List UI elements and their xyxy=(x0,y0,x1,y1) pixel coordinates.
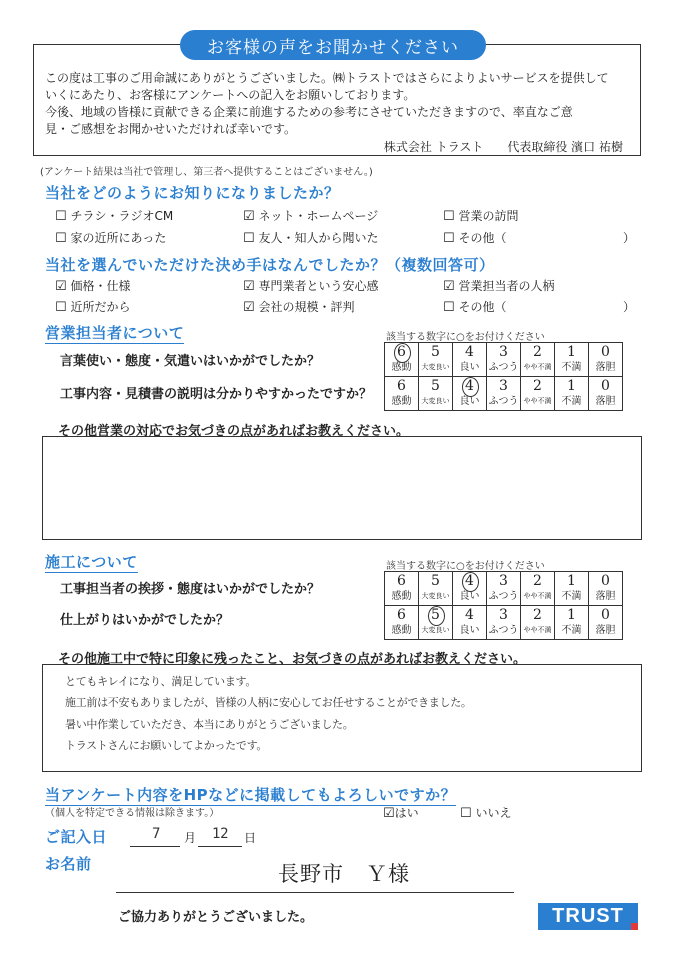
rating-number: 5 xyxy=(431,573,440,589)
rating-row xyxy=(385,343,623,377)
rating-label: ふつう xyxy=(488,396,519,407)
rating-label: やや不満 xyxy=(523,363,552,371)
rating-number: 5 xyxy=(431,378,440,394)
rating-cell[interactable] xyxy=(385,572,419,606)
q2-option[interactable]: ☑ 営業担当者の人柄 xyxy=(443,279,555,294)
q-explain: 工事内容・見積書の説明は分かりやすかったですか？ xyxy=(60,387,373,402)
rating-number: 5 xyxy=(431,607,440,623)
checkbox-icon: ☐ xyxy=(460,806,472,821)
q2-option[interactable]: ☑ 専門業者という安心感 xyxy=(243,279,379,294)
scale-instruction: 該当する数字に○をお付けください xyxy=(386,332,545,343)
rating-number: 4 xyxy=(465,607,474,623)
intro-line: 今後、地域の皆様に貢献できる企業に前進するための参考にさせていただきますので、率直なご意 xyxy=(45,105,573,119)
rating-cell[interactable] xyxy=(419,377,453,411)
selected-circle-mark xyxy=(428,606,445,626)
trust-logo: TRUST xyxy=(538,903,638,930)
rating-number: 6 xyxy=(397,573,406,589)
rating-label: 不満 xyxy=(561,591,582,602)
rating-number: 3 xyxy=(499,378,508,394)
signer: 株式会社 トラスト 代表取締役 濱口 祐樹 xyxy=(383,140,623,154)
rating-row xyxy=(385,606,623,640)
rating-cell[interactable] xyxy=(419,343,453,377)
month-value[interactable]: 7 xyxy=(152,826,161,842)
rating-number: 4 xyxy=(465,573,474,589)
rating-label: 大変良い xyxy=(421,626,450,634)
checkbox-icon: ☐ xyxy=(443,300,455,315)
day-underline xyxy=(198,846,242,847)
month-unit: 月 xyxy=(184,831,197,845)
checkbox-icon: ☐ xyxy=(55,231,67,246)
rating-cell[interactable] xyxy=(521,606,555,640)
construction-title: 施工について xyxy=(45,553,138,571)
rating-number: 0 xyxy=(601,607,610,623)
publish-question: 当アンケート内容をHPなどに掲載してもよろしいですか？ xyxy=(45,786,457,804)
comment-line: とてもキレイになり、満足しています。 xyxy=(65,675,257,688)
rating-number: 1 xyxy=(567,573,576,589)
publish-note: （個人を特定できる情報は除きます。） xyxy=(45,808,220,819)
q-greeting: 工事担当者の挨拶・態度はいかがでしたか？ xyxy=(60,582,321,597)
rating-number: 2 xyxy=(533,607,542,623)
rating-cell[interactable] xyxy=(555,377,589,411)
rating-number: 0 xyxy=(601,378,610,394)
sales-comment-box[interactable] xyxy=(42,436,642,540)
rating-label: 落胆 xyxy=(595,591,616,602)
sales-rating-table xyxy=(384,342,623,411)
rating-label: 感動 xyxy=(391,625,412,636)
checkbox-icon: ☐ xyxy=(443,209,455,224)
checkbox-checked-icon: ☑ xyxy=(443,279,455,294)
rating-label: 感動 xyxy=(391,396,412,407)
rating-cell[interactable] xyxy=(419,606,453,640)
rating-cell[interactable] xyxy=(419,572,453,606)
checkbox-checked-icon: ☑ xyxy=(243,279,255,294)
publish-no-option[interactable]: ☐ いいえ xyxy=(460,806,512,821)
rating-label: 良い xyxy=(459,591,480,602)
rating-label: 落胆 xyxy=(595,396,616,407)
comment-line: 暑い中作業していただき、本当にありがとうございました。 xyxy=(65,718,354,731)
checkbox-icon: ☐ xyxy=(55,300,67,315)
q2-close-paren: ） xyxy=(623,300,636,314)
comment-line: トラストさんにお願いしてよかったです。 xyxy=(65,739,268,752)
rating-label: やや不満 xyxy=(523,592,552,600)
rating-cell[interactable] xyxy=(589,343,623,377)
rating-number: 2 xyxy=(533,573,542,589)
rating-cell[interactable] xyxy=(487,343,521,377)
privacy-note: (アンケート結果は当社で管理し、第三者へ提供することはございません。) xyxy=(40,167,373,178)
selected-circle-mark xyxy=(462,377,479,397)
rating-cell[interactable] xyxy=(589,572,623,606)
rating-cell[interactable] xyxy=(487,572,521,606)
rating-label: ふつう xyxy=(488,625,519,636)
checkbox-icon: ☐ xyxy=(243,231,255,246)
rating-cell[interactable] xyxy=(521,572,555,606)
rating-number: 6 xyxy=(397,344,406,360)
rating-label: 良い xyxy=(459,396,480,407)
rating-label: 大変良い xyxy=(421,363,450,371)
date-label: ご記入日 xyxy=(45,828,108,846)
rating-label: 落胆 xyxy=(595,362,616,373)
scale-instruction: 該当する数字に○をお付けください xyxy=(386,561,545,572)
rating-label: ふつう xyxy=(488,362,519,373)
rating-label: 良い xyxy=(459,362,480,373)
rating-cell[interactable] xyxy=(521,343,555,377)
page-title: お客様の声をお聞かせください xyxy=(180,30,486,60)
rating-cell[interactable] xyxy=(555,572,589,606)
selected-circle-mark xyxy=(462,572,479,592)
rating-label: 大変良い xyxy=(421,592,450,600)
rating-label: 大変良い xyxy=(421,397,450,405)
checkbox-icon: ☐ xyxy=(55,209,67,224)
name-label: お名前 xyxy=(45,855,92,873)
rating-row xyxy=(385,377,623,411)
checkbox-checked-icon: ☑ xyxy=(243,209,255,224)
checkbox-checked-icon: ☑ xyxy=(383,806,395,821)
rating-number: 3 xyxy=(499,344,508,360)
rating-number: 6 xyxy=(397,378,406,394)
rating-label: 不満 xyxy=(561,625,582,636)
name-underline xyxy=(116,892,514,893)
rating-cell[interactable] xyxy=(385,606,419,640)
intro-line: この度は工事のご用命誠にありがとうございました。㈱トラストではさらによりよいサービスを提供して xyxy=(45,71,609,85)
checkbox-checked-icon: ☑ xyxy=(55,279,67,294)
month-underline xyxy=(130,846,180,847)
rating-cell[interactable] xyxy=(385,343,419,377)
rating-label: やや不満 xyxy=(523,397,552,405)
q1-close-paren: ） xyxy=(623,231,636,245)
rating-cell[interactable] xyxy=(453,343,487,377)
construction-comment-prompt: その他施工中で特に印象に残ったこと、お気づきの点があればお教えください。 xyxy=(58,652,527,667)
rating-cell[interactable] xyxy=(589,377,623,411)
rating-cell[interactable] xyxy=(521,377,555,411)
rating-label: ふつう xyxy=(488,591,519,602)
intro-line: 見・ご感想をお聞かせいただければ幸いです。 xyxy=(45,122,297,136)
thanks-text: ご協力ありがとうございました。 xyxy=(118,910,314,925)
logo-accent xyxy=(631,923,638,930)
rating-row xyxy=(385,572,623,606)
rating-label: 落胆 xyxy=(595,625,616,636)
rating-cell[interactable] xyxy=(453,606,487,640)
q1-option[interactable]: ☐ その他（ xyxy=(443,231,507,246)
q1-option[interactable]: ☑ ネット・ホームページ xyxy=(243,209,379,224)
rating-cell[interactable] xyxy=(589,606,623,640)
rating-cell[interactable] xyxy=(487,606,521,640)
rating-number: 4 xyxy=(465,378,474,394)
rating-cell[interactable] xyxy=(487,377,521,411)
checkbox-checked-icon: ☑ xyxy=(243,300,255,315)
rating-label: 不満 xyxy=(561,396,582,407)
q2-title: 当社を選んでいただけた決め手はなんでしたか？（複数回答可） xyxy=(45,256,495,274)
rating-number: 3 xyxy=(499,607,508,623)
rating-label: 感動 xyxy=(391,591,412,602)
rating-number: 2 xyxy=(533,378,542,394)
q1-option[interactable]: ☐ 営業の訪問 xyxy=(443,209,519,224)
rating-cell[interactable] xyxy=(555,606,589,640)
day-unit: 日 xyxy=(244,831,257,845)
q2-option[interactable]: ☐ 近所だから xyxy=(55,300,131,315)
rating-cell[interactable] xyxy=(555,343,589,377)
selected-circle-mark xyxy=(394,343,411,363)
comment-line: 施工前は不安もありましたが、皆様の人柄に安心してお任せすることができました。 xyxy=(65,696,472,709)
sales-title: 営業担当者について xyxy=(45,324,185,342)
q1-option[interactable]: ☐ チラシ・ラジオCM xyxy=(55,209,174,224)
rating-number: 2 xyxy=(533,344,542,360)
q1-title: 当社をどのようにお知りになりましたか？ xyxy=(45,184,340,202)
rating-number: 0 xyxy=(601,344,610,360)
rating-label: やや不満 xyxy=(523,626,552,634)
rating-cell[interactable] xyxy=(453,377,487,411)
q1-option[interactable]: ☐ 友人・知人から聞いた xyxy=(243,231,379,246)
intro-text xyxy=(45,70,635,138)
intro-line: いくにあたり、お客様にアンケートへの記入をお願いしております。 xyxy=(45,88,416,102)
rating-label: 感動 xyxy=(391,362,412,373)
sales-comment-prompt: その他営業の対応でお気づきの点があればお教えください。 xyxy=(58,424,410,439)
rating-number: 0 xyxy=(601,573,610,589)
rating-number: 4 xyxy=(465,344,474,360)
rating-label: 良い xyxy=(459,625,480,636)
q1-option[interactable]: ☐ 家の近所にあった xyxy=(55,231,167,246)
checkbox-icon: ☐ xyxy=(443,231,455,246)
name-value[interactable]: 長野市 Ｙ様 xyxy=(278,862,410,886)
q-finish: 仕上がりはいかがでしたか？ xyxy=(60,613,230,628)
day-value[interactable]: 12 xyxy=(212,826,229,842)
q2-option[interactable]: ☑ 会社の規模・評判 xyxy=(243,300,355,315)
rating-number: 3 xyxy=(499,573,508,589)
q2-option[interactable]: ☑ 価格・仕様 xyxy=(55,279,131,294)
rating-number: 6 xyxy=(397,607,406,623)
publish-yes-option[interactable]: ☑はい xyxy=(383,806,419,821)
q-manner: 言葉使い・態度・気遣いはいかがでしたか？ xyxy=(60,354,321,369)
rating-number: 1 xyxy=(567,344,576,360)
q2-option[interactable]: ☐ その他（ xyxy=(443,300,507,315)
construction-comment-box[interactable] xyxy=(42,664,642,772)
rating-cell[interactable] xyxy=(453,572,487,606)
construction-rating-table xyxy=(384,571,623,640)
rating-label: 不満 xyxy=(561,362,582,373)
rating-number: 1 xyxy=(567,378,576,394)
rating-number: 5 xyxy=(431,344,440,360)
rating-cell[interactable] xyxy=(385,377,419,411)
rating-number: 1 xyxy=(567,607,576,623)
